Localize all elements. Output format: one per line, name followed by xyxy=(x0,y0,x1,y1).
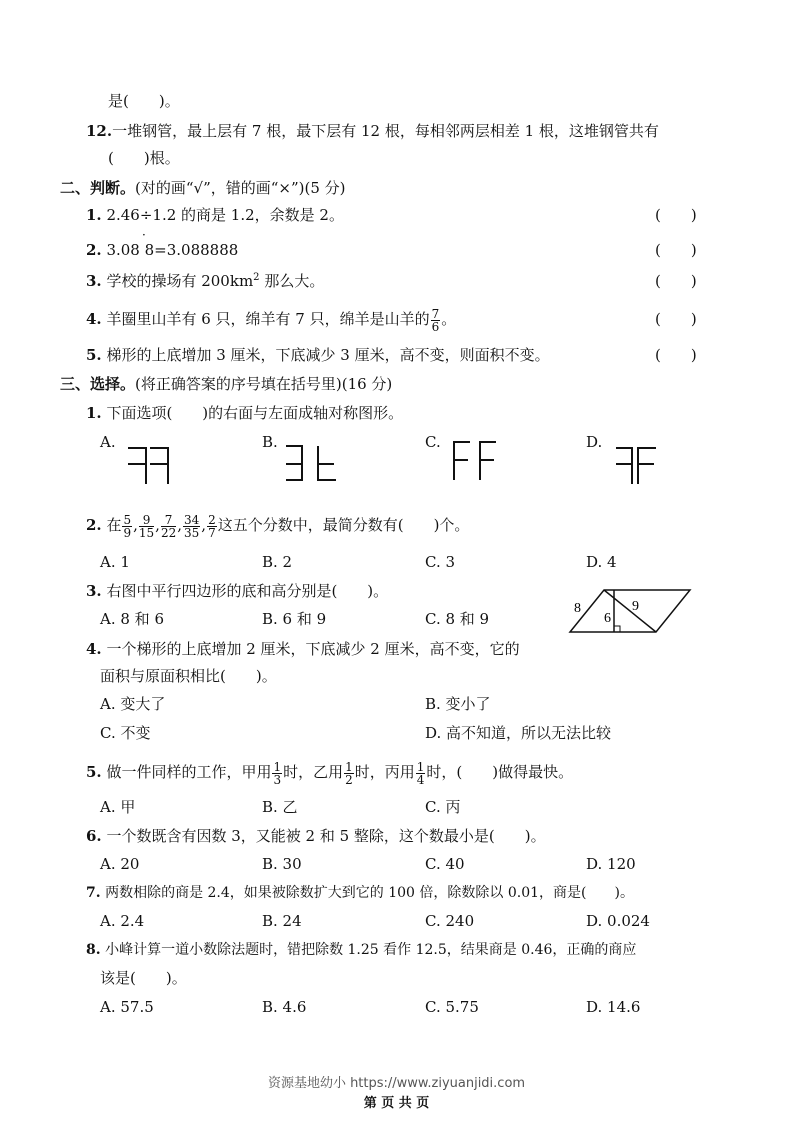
q12-line2: ( )根。 xyxy=(108,149,180,167)
option-c[interactable]: C. 40 xyxy=(425,855,465,873)
option-c[interactable]: C. 240 xyxy=(425,912,475,930)
choice-text: 在 xyxy=(106,516,122,534)
fraction: $\frac{1}{2}$ xyxy=(345,759,353,787)
choice-number: 6. xyxy=(86,827,102,845)
fraction: $\frac{1}{4}$ xyxy=(416,759,425,787)
option-b[interactable]: B. xyxy=(262,433,278,451)
option-c[interactable]: C. 5.75 xyxy=(425,998,479,1016)
section3-title xyxy=(60,374,392,394)
choice-5: 5. 做一件同样的工作，甲用 $\frac{1}{3}$ 时，乙用 $\frac{1}{2}$ 时，丙用 $\frac{1}{4}$ 时，( )做得最快。 xyxy=(86,759,574,787)
option-a[interactable]: A. 变大了 xyxy=(100,695,166,713)
choice-text: 右图中平行四边形的底和高分别是( )。 xyxy=(106,582,389,600)
judge-number: 3. xyxy=(86,272,102,290)
parallelogram-figure xyxy=(566,586,696,636)
option-b[interactable]: B. 乙 xyxy=(262,798,298,816)
option-a[interactable]: A. xyxy=(100,433,116,451)
choice-text: 一个梯形的上底增加 2 厘米，下底减少 2 厘米，高不变，它的 xyxy=(106,640,520,658)
judge-item-4: 4. 羊圈里山羊有 6 只，绵羊有 7 只，绵羊是山羊的 $\frac{7}{6}$ 。 xyxy=(86,306,457,334)
choice-text: 小峰计算一道小数除法题时，错把除数 1.25 看作 12.5，结果商是 0.46，正确的商应 xyxy=(105,942,637,958)
superscript: 2 xyxy=(253,272,260,283)
option-d[interactable]: D. 120 xyxy=(586,855,636,873)
choice-text: 一个数既含有因数 3，又能被 2 和 5 整除，这个数最小是( )。 xyxy=(106,827,546,845)
option-a[interactable]: A. 57.5 xyxy=(100,998,154,1016)
judge-number: 5. xyxy=(86,346,102,364)
option-b[interactable]: B. 变小了 xyxy=(425,695,491,713)
q12-line1 xyxy=(86,121,659,141)
figure-label-6: 6 xyxy=(604,611,611,626)
judge-item-1 xyxy=(86,205,344,225)
figure-label-9: 9 xyxy=(632,599,639,614)
choice-8-line2: 该是( )。 xyxy=(100,969,187,987)
choice-text: 下面选项( )的右面与左面成轴对称图形。 xyxy=(106,404,404,422)
option-d[interactable]: D. xyxy=(586,433,603,451)
fraction: $\frac{2}{7}$ xyxy=(208,512,216,540)
fraction: $\frac{9}{15}$ xyxy=(138,512,155,540)
judge-number: 1. xyxy=(86,206,102,224)
judge-item-5 xyxy=(86,345,550,365)
choice-number: 8. xyxy=(86,942,101,958)
option-d[interactable]: D. 4 xyxy=(586,553,617,571)
option-b[interactable]: B. 6 和 9 xyxy=(262,610,327,628)
symmetry-figure-d xyxy=(612,440,672,490)
option-d[interactable]: D. 14.6 xyxy=(586,998,641,1016)
q11-tail: 是( )。 xyxy=(108,92,180,110)
judge-number: 2. xyxy=(86,241,102,259)
q12-number: 12. xyxy=(86,122,113,140)
fraction: $\frac{1}{3}$ xyxy=(273,759,282,787)
fraction: $\frac{7}{22}$ xyxy=(160,512,177,540)
judge-text: 学校的操场有 200km xyxy=(106,272,254,290)
judge-number: 4. xyxy=(86,310,102,328)
fraction: $\frac{34}{35}$ xyxy=(184,512,200,540)
section3-heading: 三、选择。 xyxy=(60,375,136,393)
option-a[interactable]: A. 2.4 xyxy=(100,912,145,930)
fraction: $\frac{5}{9}$ xyxy=(123,512,132,540)
option-d[interactable]: D. 0.024 xyxy=(586,912,650,930)
choice-text: 做一件同样的工作，甲用 xyxy=(106,763,272,781)
choice-4 xyxy=(86,639,520,659)
judge-text: 羊圈里山羊有 6 只，绵羊有 7 只，绵羊是山羊的 xyxy=(106,310,430,328)
q12-text: 一堆钢管，最上层有 7 根，最下层有 12 根，每相邻两层相差 1 根，这堆钢管共有 xyxy=(112,122,659,140)
judge-answer-paren[interactable]: ( ) xyxy=(655,310,697,328)
option-b[interactable]: B. 30 xyxy=(262,855,302,873)
option-a[interactable]: A. 1 xyxy=(100,553,130,571)
option-d[interactable]: D. 高不知道，所以无法比较 xyxy=(425,724,612,742)
judge-answer-paren[interactable]: ( ) xyxy=(655,272,697,290)
option-a[interactable]: A. 甲 xyxy=(100,798,136,816)
choice-number: 5. xyxy=(86,763,102,781)
fraction: $\frac{7}{6}$ xyxy=(431,306,440,334)
judge-text: 梯形的上底增加 3 厘米，下底减少 3 厘米，高不变，则面积不变。 xyxy=(106,346,550,364)
judge-answer-paren[interactable]: ( ) xyxy=(655,346,697,364)
choice-4-line2: 面积与原面积相比( )。 xyxy=(100,667,277,685)
judge-text: 3.08 8=3.088888 xyxy=(106,241,239,259)
symmetry-figure-a xyxy=(122,440,182,490)
option-b[interactable]: B. 24 xyxy=(262,912,302,930)
choice-number: 3. xyxy=(86,582,102,600)
watermark: 资源基地幼小 https://www.ziyuanjidi.com xyxy=(267,1076,526,1091)
section3-note: (将正确答案的序号填在括号里)(16 分) xyxy=(135,375,393,393)
choice-text: 这五个分数中，最简分数有( )个。 xyxy=(217,516,470,534)
choice-number: 1. xyxy=(86,404,102,422)
choice-7 xyxy=(86,883,634,903)
judge-item-3 xyxy=(86,271,324,291)
figure-label-8: 8 xyxy=(574,601,581,616)
judge-item-2 xyxy=(86,240,238,260)
option-c[interactable]: C. 8 和 9 xyxy=(425,610,490,628)
choice-3 xyxy=(86,581,388,601)
section2-title xyxy=(60,178,346,198)
option-c[interactable]: C. 丙 xyxy=(425,798,461,816)
choice-2: 2. 在 $\frac{5}{9}$ , $\frac{9}{15}$ , $\frac{7}{22}$ , $\frac{34}{35}$ , $\frac{2}{7}$ 这五个分数中，最简分数有( )个。 xyxy=(86,512,470,540)
choice-1 xyxy=(86,403,403,423)
judge-answer-paren[interactable]: ( ) xyxy=(655,241,697,259)
option-b[interactable]: B. 4.6 xyxy=(262,998,307,1016)
choice-6 xyxy=(86,826,546,846)
symmetry-figure-c xyxy=(448,436,508,486)
repeating-decimal-dot: · xyxy=(142,228,146,242)
judge-answer-paren[interactable]: ( ) xyxy=(655,206,697,224)
choice-number: 4. xyxy=(86,640,102,658)
option-c[interactable]: C. xyxy=(425,433,441,451)
option-c[interactable]: C. 不变 xyxy=(100,724,151,742)
choice-number: 7. xyxy=(86,885,101,901)
section2-note: (对的画“√”，错的画“×”)(5 分) xyxy=(135,179,346,197)
choice-text: 两数相除的商是 2.4，如果被除数扩大到它的 100 倍，除数除以 0.01，商是( )。 xyxy=(105,885,634,901)
section2-heading: 二、判断。 xyxy=(60,179,136,197)
option-a[interactable]: A. 20 xyxy=(100,855,140,873)
option-c[interactable]: C. 3 xyxy=(425,553,456,571)
page-number: 第 页 共 页 xyxy=(363,1096,430,1111)
judge-text: 2.46÷1.2 的商是 1.2，余数是 2。 xyxy=(106,206,344,224)
judge-text: 那么大。 xyxy=(259,272,325,290)
option-b[interactable]: B. 2 xyxy=(262,553,293,571)
choice-8 xyxy=(86,940,636,960)
option-a[interactable]: A. 8 和 6 xyxy=(100,610,164,628)
symmetry-figure-b xyxy=(280,436,340,486)
choice-number: 2. xyxy=(86,516,102,534)
